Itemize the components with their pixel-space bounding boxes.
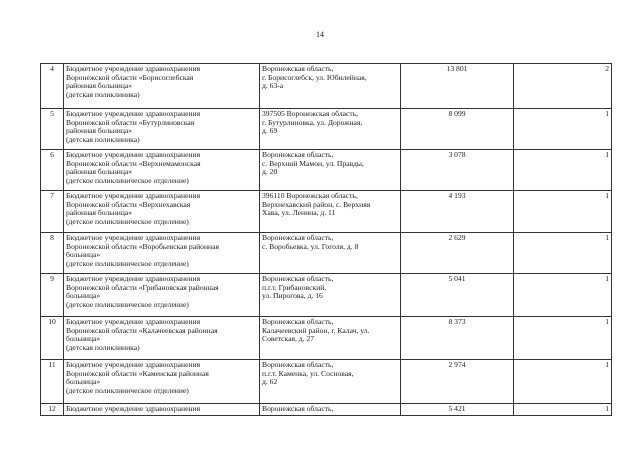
table-row (41, 233, 612, 274)
population-value: 3 078 (401, 150, 514, 191)
row-number: 4 (41, 64, 64, 109)
institution-address: Воронежская область, с. Воробьевка, ул. Гоголя, д. 8 (260, 233, 401, 274)
table-row (41, 64, 612, 109)
table-row (41, 109, 612, 150)
population-value: 2 629 (401, 233, 514, 274)
row-number: 5 (41, 109, 64, 150)
institution-name: Бюджетное учреждение здравоохранения Воронежской области «Воробьевская районная больница» (детское поликлиническое отделение) (64, 233, 260, 274)
institutions-table (40, 63, 612, 416)
population-value: 2 974 (401, 360, 514, 404)
row-number: 10 (41, 317, 64, 360)
row-number: 12 (41, 404, 64, 416)
count-value: 2 (514, 64, 612, 109)
institution-name: Бюджетное учреждение здравоохранения Воронежской области «Бутурлиновская районная больница» (детская поликлиника) (64, 109, 260, 150)
row-number: 7 (41, 191, 64, 233)
population-value: 8 373 (401, 317, 514, 360)
institution-address: 396110 Воронежская область, Верхнехавский район, с. Верхняя Хава, ул. Ленина, д. 11 (260, 191, 401, 233)
table-row (41, 317, 612, 360)
institution-address: Воронежская область, Калачеевский район, г. Калач, ул. Советская, д. 27 (260, 317, 401, 360)
population-value: 4 193 (401, 191, 514, 233)
population-value: 13 801 (401, 64, 514, 109)
table-row (41, 150, 612, 191)
table-row (41, 404, 612, 416)
count-value: 1 (514, 317, 612, 360)
count-value: 1 (514, 109, 612, 150)
table-row (41, 191, 612, 233)
row-number: 9 (41, 274, 64, 317)
count-value: 1 (514, 233, 612, 274)
institution-name: Бюджетное учреждение здравоохранения Воронежской области «Борисоглебская районная больница» (детская поликлиника) (64, 64, 260, 109)
population-value: 5 041 (401, 274, 514, 317)
institution-name: Бюджетное учреждение здравоохранения Воронежской области «Каменская районная больница» (детское поликлиническое отделение) (64, 360, 260, 404)
row-number: 6 (41, 150, 64, 191)
institution-address: Воронежская область, г. Борисоглебск, ул. Юбилейная, д. 63-а (260, 64, 401, 109)
page-number: 14 (316, 30, 324, 39)
count-value: 1 (514, 191, 612, 233)
institution-address: Воронежская область, п.г.т. Каменка, ул. Сосновая, д. 62 (260, 360, 401, 404)
table-row (41, 360, 612, 404)
institution-name: Бюджетное учреждение здравоохранения Воронежской области «Верхнемамонская районная больница» (детское поликлиническое отделение) (64, 150, 260, 191)
row-number: 11 (41, 360, 64, 404)
institution-address: 397505 Воронежская область, г. Бутурлиновка, ул. Дорожная, д. 69 (260, 109, 401, 150)
population-value: 5 421 (401, 404, 514, 416)
institution-name: Бюджетное учреждение здравоохранения Воронежской области «Калачеевская районная больница» (детская поликлиника) (64, 317, 260, 360)
count-value: 1 (514, 360, 612, 404)
institution-address: Воронежская область, (260, 404, 401, 416)
institution-name: Бюджетное учреждение здравоохранения (64, 404, 260, 416)
institution-name: Бюджетное учреждение здравоохранения Воронежской области «Грибановская районная больница» (детское поликлиническое отделение) (64, 274, 260, 317)
row-number: 8 (41, 233, 64, 274)
institution-address: Воронежская область, с. Верхний Мамон, ул. Правды, д. 20 (260, 150, 401, 191)
count-value: 1 (514, 404, 612, 416)
institution-name: Бюджетное учреждение здравоохранения Воронежской области «Верхнехавская районная больница» (детское поликлиническое отделение) (64, 191, 260, 233)
population-value: 8 099 (401, 109, 514, 150)
count-value: 1 (514, 150, 612, 191)
institution-address: Воронежская область, п.г.т. Грибановский, ул. Пирогова, д. 16 (260, 274, 401, 317)
count-value: 1 (514, 274, 612, 317)
table-row (41, 274, 612, 317)
